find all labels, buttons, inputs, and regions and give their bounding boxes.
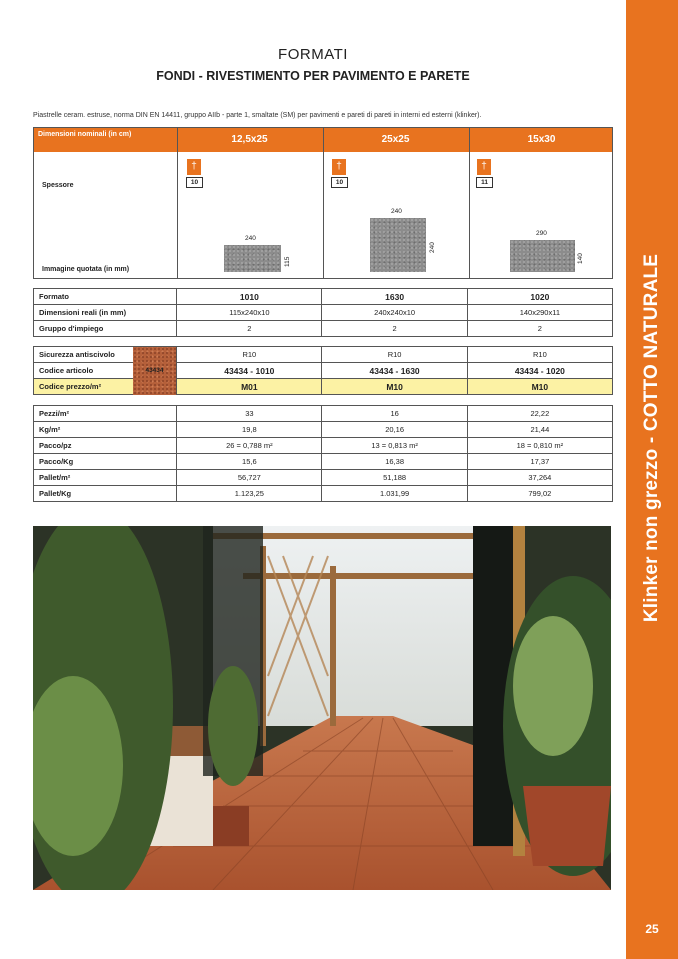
page-title: FORMATI <box>278 46 348 63</box>
dimensions-label: Dimensioni nominali (in cm) <box>38 131 132 138</box>
image-label: Immagine quotata (in mm) <box>42 266 130 273</box>
row-label: Codice articolo <box>34 363 177 379</box>
row-label: Codice prezzo/m² <box>34 379 177 395</box>
side-title-text: Klinker non grezzo - COTTO NATURALE <box>641 253 662 623</box>
thickness-badge-2: † 10 <box>331 159 348 191</box>
table-row: Pallet/m² 56,727 51,188 37,264 <box>34 470 613 486</box>
table-row: Gruppo d'impiego 2 2 2 <box>34 321 613 337</box>
side-title <box>626 0 678 900</box>
thickness-label: Spessore <box>42 182 74 189</box>
tile-preview-1 <box>224 245 281 272</box>
tile-height-3: 140 <box>577 253 584 264</box>
pack-table <box>33 405 613 502</box>
table-row: Pacco/pz 26 = 0,788 m² 13 = 0,813 m² 18 = 0,810 m² <box>34 438 613 454</box>
tile-height-1: 115 <box>284 256 291 267</box>
tile-width-3: 290 <box>536 230 547 237</box>
tile-height-2: 240 <box>429 242 436 253</box>
format-header-2: 25x25 <box>381 134 410 145</box>
tile-width-2: 240 <box>391 208 402 215</box>
thickness-badge-3: † 11 <box>476 159 493 191</box>
row-label: Dimensioni reali (in mm) <box>34 305 177 321</box>
table-row: Pallet/Kg 1.123,25 1.031,99 799,02 <box>34 486 613 502</box>
row-label: Formato <box>34 289 177 305</box>
code-table <box>33 346 613 395</box>
format-table <box>33 288 613 337</box>
table-row: Kg/m² 19,8 20,16 21,44 <box>34 422 613 438</box>
format-header-3: 15x30 <box>527 134 556 145</box>
table-row: Sicurezza antiscivolo R10 R10 R10 <box>34 347 613 363</box>
table-row: Codice prezzo/m² M01 M10 M10 <box>34 379 613 395</box>
table-row: Codice articolo 43434 - 1010 43434 - 1630 43434 - 1020 <box>34 363 613 379</box>
table-row: Pacco/Kg 15,6 16,38 17,37 <box>34 454 613 470</box>
page-number: 25 <box>645 922 659 936</box>
page-subtitle: FONDI - RIVESTIMENTO PER PAVIMENTO E PARETE <box>156 69 470 83</box>
veranda-photo <box>33 526 611 890</box>
intro-text: Piastrelle ceram. estruse, norma DIN EN 14411, gruppo AIIb - parte 1, smaltate (SM) per pavimenti e pareti di pareti in interni ed esterni (klinker). <box>33 112 482 119</box>
tile-preview-2 <box>370 218 426 272</box>
thickness-caliper-icon: † <box>477 159 491 175</box>
row-label: Gruppo d'impiego <box>34 321 177 337</box>
dimensions-grid <box>33 127 613 279</box>
thickness-badge-1: † 10 <box>186 159 203 191</box>
format-header-1: 12,5x25 <box>231 134 268 145</box>
thickness-caliper-icon: † <box>332 159 346 175</box>
table-row: Formato 1010 1630 1020 <box>34 289 613 305</box>
tile-width-1: 240 <box>245 235 256 242</box>
table-row: Pezzi/m² 33 16 22,22 <box>34 406 613 422</box>
swatch-code: 43434 <box>145 367 164 374</box>
thickness-caliper-icon: † <box>187 159 201 175</box>
row-label: Sicurezza antiscivolo <box>34 347 177 363</box>
table-row: Dimensioni reali (in mm) 115x240x10 240x240x10 140x290x11 <box>34 305 613 321</box>
tile-preview-3 <box>510 240 575 272</box>
